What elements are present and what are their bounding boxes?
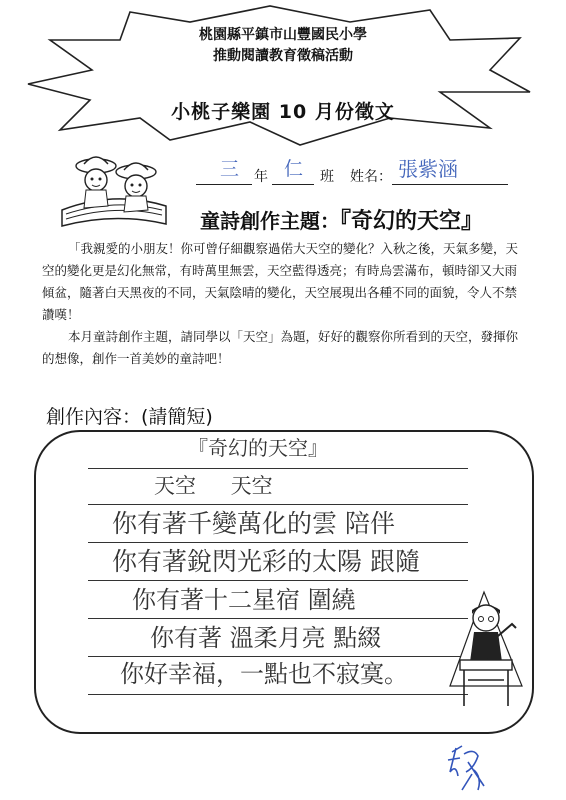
class-label: 班 [320,169,334,185]
poem-title: 『奇幻的天空』 [188,436,328,460]
grade-label: 年 [254,169,268,185]
poem-line-1: 天空 天空 [154,474,273,498]
grade-field[interactable] [196,158,252,185]
intro-paragraph-1: 「我親愛的小朋友！你可曾仔細觀察過偌大天空的變化？入秋之後，天氣多變，天空的變化更是幻化無常，有時萬里無雲，天空藍得透亮；有時烏雲滿布，頓時卻又大雨傾盆，隨著白天黑夜的不同，天氣陰晴的變化，天空展現出各種不同的面貌，令人不禁讚嘆！ [42,241,519,322]
theme-prefix: 童詩創作主題： [200,209,340,233]
poem-line-6: 你好幸福，一點也不寂寞。 [120,660,408,688]
name-field[interactable] [392,157,508,185]
theme-name: 『奇幻的天空』 [340,209,484,234]
intro-paragraph-2: 本月童詩創作主題，請同學以「天空」為題，好好的觀察你所看到的天空，發揮你的想像，創作一首美妙的童詩吧！ [42,329,519,366]
writing-line [88,468,468,469]
content-label: 創作內容：(請簡短) [46,406,213,428]
poem-line-3: 你有著銳閃光彩的太陽 跟隨 [112,547,420,576]
name-value: 張紫涵 [398,157,458,181]
class-value: 仁 [284,158,304,180]
teacher-signature-mark [444,742,488,794]
poem-line-4: 你有著十二星宿 圍繞 [132,586,356,614]
poem-line-2: 你有著千變萬化的雲 陪伴 [112,509,395,538]
activity-name: 推動閱讀教育徵稿活動 [213,48,353,64]
poem-theme [200,204,483,235]
starburst-header-frame [20,0,546,150]
children-hat-illustration [58,150,170,228]
class-name-row [196,157,526,188]
poem-line-5: 你有著 溫柔月亮 點綴 [150,624,382,652]
school-name: 桃園縣平鎮市山豐國民小學 [199,27,367,43]
writing-line [88,694,468,695]
page-title: 小桃子樂園 10 月份徵文 [171,101,395,123]
grade-value: 三 [220,158,240,180]
child-writing-illustration [448,588,524,712]
name-label: 姓名： [350,169,392,185]
class-field[interactable] [272,158,314,185]
